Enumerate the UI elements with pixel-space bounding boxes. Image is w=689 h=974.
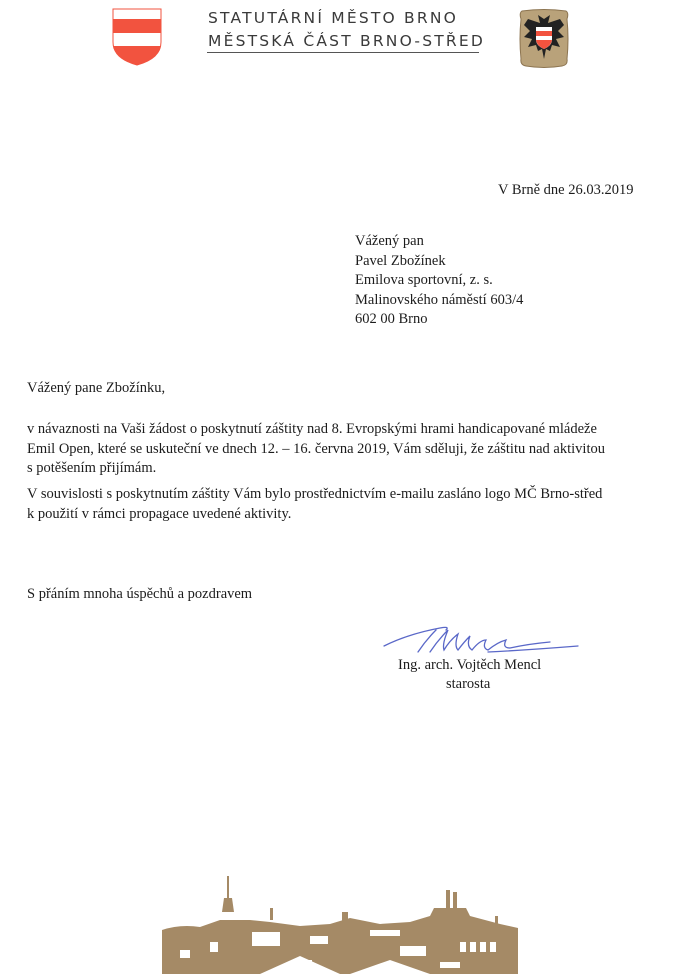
salutation: Vážený pane Zbožínku, xyxy=(27,380,166,396)
paragraph-2-line: V souvislosti s poskytnutím záštity Vám bylo prostřednictvím e-mailu zasláno logo MČ Brno-střed xyxy=(27,486,603,502)
addressee-street: Malinovského náměstí 603/4 xyxy=(355,291,524,308)
brno-skyline-illustration xyxy=(160,872,520,974)
signatory-name: Ing. arch. Vojtěch Mencl xyxy=(398,657,542,673)
header-rule xyxy=(207,52,479,53)
date-line: V Brně dne 26.03.2019 xyxy=(498,182,634,198)
paragraph-2 xyxy=(27,485,602,524)
addressee-city: 602 00 Brno xyxy=(355,311,428,327)
brno-stred-eagle-emblem-icon xyxy=(518,9,570,69)
handwritten-signature xyxy=(378,622,588,658)
paragraph-2-line: k použití v rámci propagace uvedené aktivity. xyxy=(27,505,292,522)
header-line-1: STATUTÁRNÍ MĚSTO BRNO xyxy=(208,9,459,27)
addressee-name: Pavel Zbožínek xyxy=(355,252,446,269)
paragraph-1-line: v návaznosti na Vaši žádost o poskytnutí záštity nad 8. Evropskými hrami handicapované mládeže xyxy=(27,421,597,437)
paragraph-1-line: s potěšením přijímám. xyxy=(27,460,157,476)
addressee-organization: Emilova sportovní, z. s. xyxy=(355,272,493,288)
signatory-title: starosta xyxy=(446,676,491,692)
brno-coat-of-arms-icon xyxy=(112,8,162,66)
paragraph-1-line: Emil Open, které se uskuteční ve dnech 12. – 16. června 2019, Vám sděluji, že záštitu nad aktivitou xyxy=(27,440,605,457)
addressee-greeting: Vážený pan xyxy=(355,233,424,249)
letterhead xyxy=(0,0,689,80)
paragraph-1 xyxy=(27,420,605,479)
header-line-2: MĚSTSKÁ ČÁST BRNO-STŘED xyxy=(208,32,486,50)
closing: S přáním mnoha úspěchů a pozdravem xyxy=(27,586,253,602)
addressee-block xyxy=(355,232,523,330)
